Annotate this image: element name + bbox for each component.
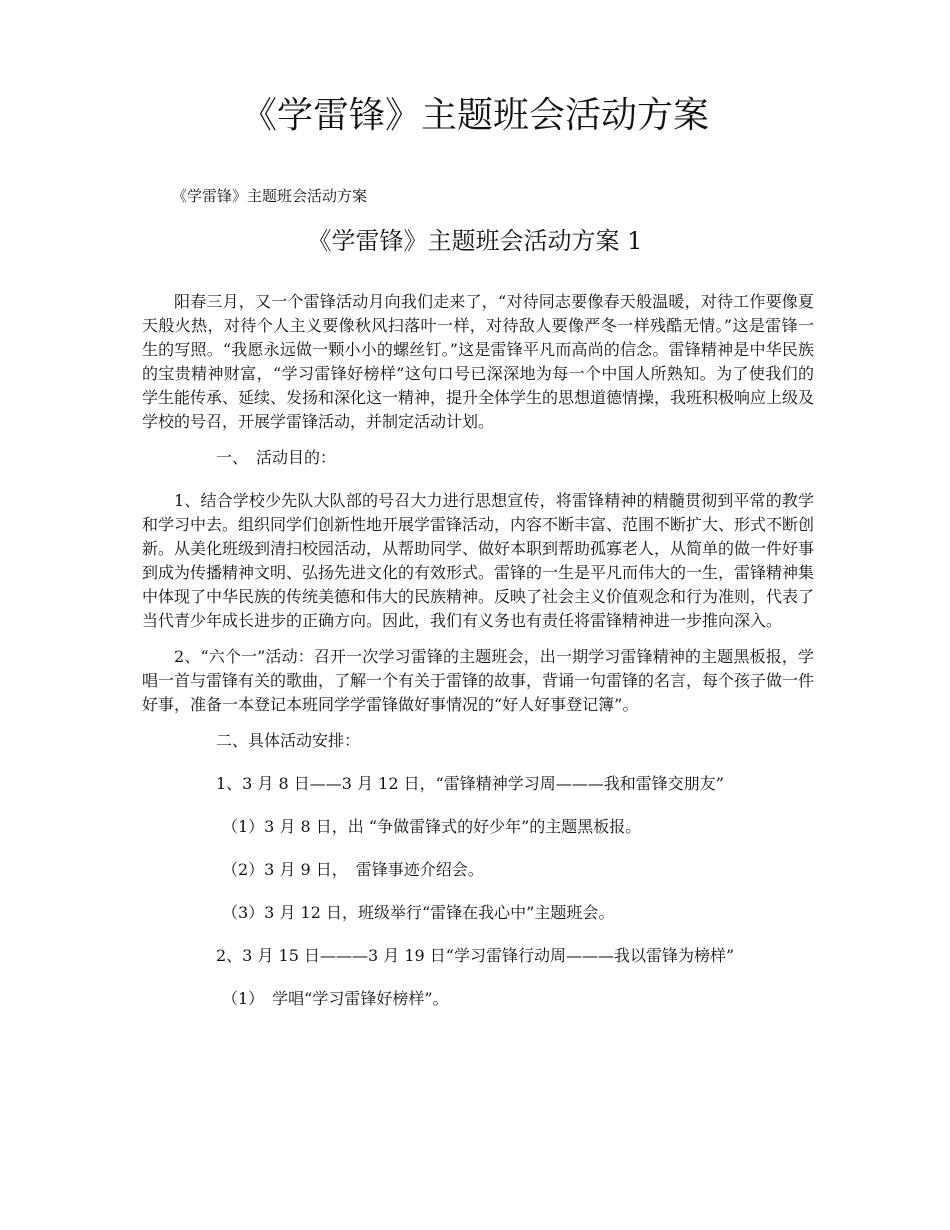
purpose-paragraph-1: 1、结合学校少先队大队部的号召大力进行思想宣传，将雷锋精神的精髓贯彻到平常的教学和学习中去。组织同学们创新性地开展学雷锋活动，内容不断丰富、范围不断扩大、形式不断创新。从美化班级到清扫校园活动，从帮助同学、做好本职到帮助孤寡老人，从简单的做一件好事到成为传播精神文明、弘扬先进文化的有效形式。雷锋的一生是平凡而伟大的一生，雷锋精神集中体现了中华民族的传统美德和伟大的民族精神。反映了社会主义价值观念和行为准则，代表了当代青少年成长进步的正确方向。因此，我们有义务也有责任将雷锋精神进一步推向深入。 [142, 491, 815, 630]
document-subtitle: 《学雷锋》主题班会活动方案 [172, 187, 368, 205]
intro-paragraph: 阳春三月，又一个雷锋活动月向我们走来了，“对待同志要像春天般温暖，对待工作要像夏天般火热，对待个人主义要像秋风扫落叶一样，对待敌人要像严冬一样残酷无情。”这是雷锋一生的写照。“我愿永远做一颗小小的螺丝钉。”这是雷锋平凡而高尚的信念。雷锋精神是中华民族的宝贵精神财富，“学习雷锋好榜样”这句口号已深深地为每一个中国人所熟知。为了使我们的学生能传承、延续、发扬和深化这一精神，提升全体学生的思想道德情操，我班积极响应上级及学校的号召，开展学雷锋活动，并制定活动计划。 [142, 292, 815, 431]
document-title: 《学雷锋》主题班会活动方案 [240, 95, 709, 136]
schedule-item-1: 1、3 月 8 日——3 月 12 日，“雷锋精神学习周———我和雷锋交朋友” [216, 774, 724, 793]
schedule-item-1b: （2）3 月 9 日， 雷锋事迹介绍会。 [222, 860, 484, 879]
document-body [142, 290, 814, 1030]
schedule-item-2: 2、3 月 15 日———3 月 19 日“学习雷锋行动周———我以雷锋为榜样” [216, 946, 735, 965]
purpose-paragraph-2: 2、“六个一”活动：召开一次学习雷锋的主题班会，出一期学习雷锋精神的主题黑板报，学唱一首与雷锋有关的歌曲，了解一个有关于雷锋的故事，背诵一句雷锋的名言，每个孩子做一件好事，准备一本登记本班同学学雷锋做好事情况的“好人好事登记簿”。 [142, 647, 815, 714]
schedule-item-1c: （3）3 月 12 日，班级举行“雷锋在我心中”主题班会。 [222, 903, 615, 922]
section-title: 《学雷锋》主题班会活动方案 1 [307, 227, 643, 255]
heading-purpose: 一、 活动目的： [216, 448, 337, 467]
heading-schedule: 二、具体活动安排： [216, 731, 361, 750]
schedule-item-2a: （1） 学唱“学习雷锋好榜样”。 [222, 989, 449, 1008]
schedule-item-1a: （1）3 月 8 日，出 “争做雷锋式的好少年”的主题黑板报。 [222, 817, 642, 836]
